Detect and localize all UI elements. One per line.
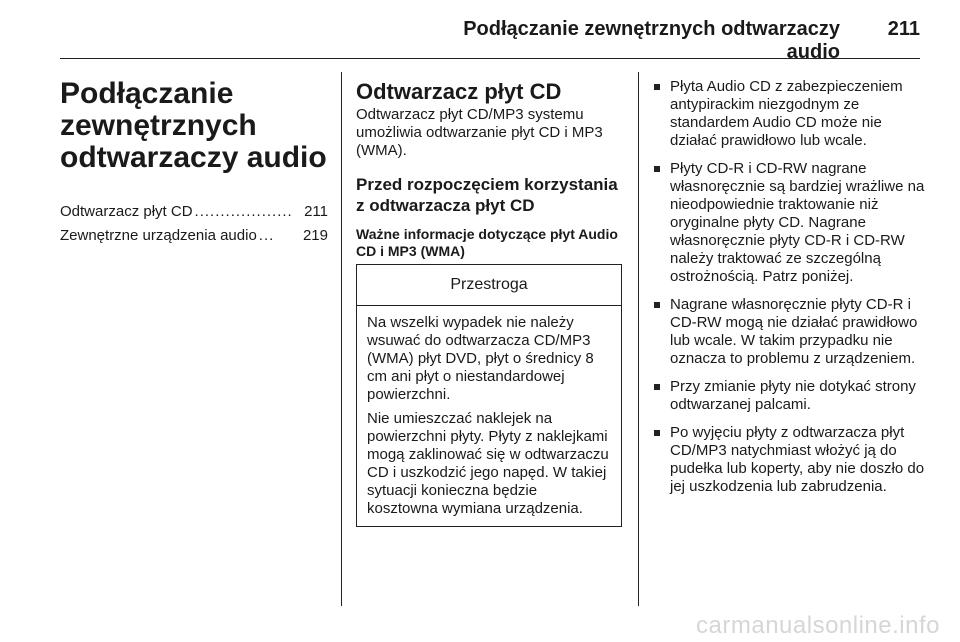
header-rule: [60, 58, 920, 59]
caution-paragraph: Nie umieszczać naklejek na powierzchni płyty. Płyty z naklejkami mogą zaklinować się w odtwarzaczu CD i uszkodzić jego napęd. W takiej sytuacji konieczna będzie kosztowna wymiana urządzenia.: [367, 410, 609, 517]
toc-entry[interactable]: [60, 202, 328, 222]
caution-body: [357, 306, 621, 526]
list-item-text: Po wyjęciu płyty z odtwarzacza płyt CD/MP3 natychmiast włożyć ją do pudełka lub koperty, aby nie doszło do jej uszkodzenia lub zabrudzenia.: [670, 424, 925, 495]
caution-paragraph: Na wszelki wypadek nie należy wsuwać do odtwarzacza CD/MP3 (WMA) płyt DVD, płyt o średnicy 8 cm ani płyt o niestandardowej powierzchni.: [367, 314, 594, 403]
toc-leader-dots: ...: [258, 227, 275, 244]
list-item-text: Płyta Audio CD z zabezpieczeniem antypirackim niezgodnym ze standardem Audio CD może nie działać prawidłowo lub wcale.: [670, 78, 903, 149]
bullet-list: [654, 78, 926, 496]
square-bullet-icon: [654, 430, 660, 436]
watermark: carmanualsonline.info: [696, 612, 940, 639]
subsection-title: Przed rozpoczęciem korzystania z odtwarzacza płyt CD: [356, 175, 618, 215]
chapter-title-line: Podłączanie: [60, 77, 234, 110]
column-divider-2: [638, 72, 639, 606]
list-item-text: Płyty CD-R i CD-RW nagrane własnoręcznie są bardziej wrażliwe na nieodpowiednie traktowanie niż oryginalne płyty CD. Nagrane własnoręcznie płyty CD-R i CD-RW należy traktować ze szczególną ostrożnością. Patrz poniżej.: [670, 160, 925, 285]
subsubsection-title: Ważne informacje dotyczące płyt Audio CD i MP3 (WMA): [356, 226, 618, 259]
list-item: [654, 378, 926, 414]
list-item: [654, 424, 926, 496]
chapter-title-line: zewnętrznych: [60, 109, 257, 142]
section-title: Odtwarzacz płyt CD: [356, 79, 562, 104]
running-header-title: Podłączanie zewnętrznych odtwarzaczy audio: [463, 18, 840, 63]
toc-entry-label[interactable]: Odtwarzacz płyt CD: [60, 203, 193, 220]
list-item: [654, 296, 926, 368]
toc-entry[interactable]: [60, 226, 328, 246]
chapter-title: [60, 78, 328, 174]
section-intro: Odtwarzacz płyt CD/MP3 systemu umożliwia odtwarzanie płyt CD i MP3 (WMA).: [356, 106, 603, 159]
square-bullet-icon: [654, 166, 660, 172]
chapter-title-line: odtwarzaczy audio: [60, 141, 327, 174]
square-bullet-icon: [654, 302, 660, 308]
toc-leader-dots: ...................: [194, 203, 293, 220]
caution-heading: Przestroga: [357, 265, 621, 306]
chapter-column: [60, 78, 328, 250]
list-item-text: Przy zmianie płyty nie dotykać strony odtwarzanej palcami.: [670, 378, 916, 413]
content-column-middle: [356, 80, 626, 527]
toc-entry-label[interactable]: Zewnętrzne urządzenia audio: [60, 227, 257, 244]
column-divider-1: [341, 72, 342, 606]
list-item: [654, 160, 926, 286]
toc-entry-page[interactable]: 219: [302, 227, 328, 244]
content-column-right: [654, 78, 926, 506]
list-item-text: Nagrane własnoręcznie płyty CD-R i CD-RW mogą nie działać prawidłowo lub wcale. W takim przypadku nie oznacza to problemu z urządzeniem.: [670, 296, 918, 367]
toc-entry-page[interactable]: 211: [304, 203, 328, 220]
square-bullet-icon: [654, 84, 660, 90]
page-number: 211: [887, 18, 920, 40]
list-item: [654, 78, 926, 150]
caution-box: [356, 264, 622, 527]
square-bullet-icon: [654, 384, 660, 390]
